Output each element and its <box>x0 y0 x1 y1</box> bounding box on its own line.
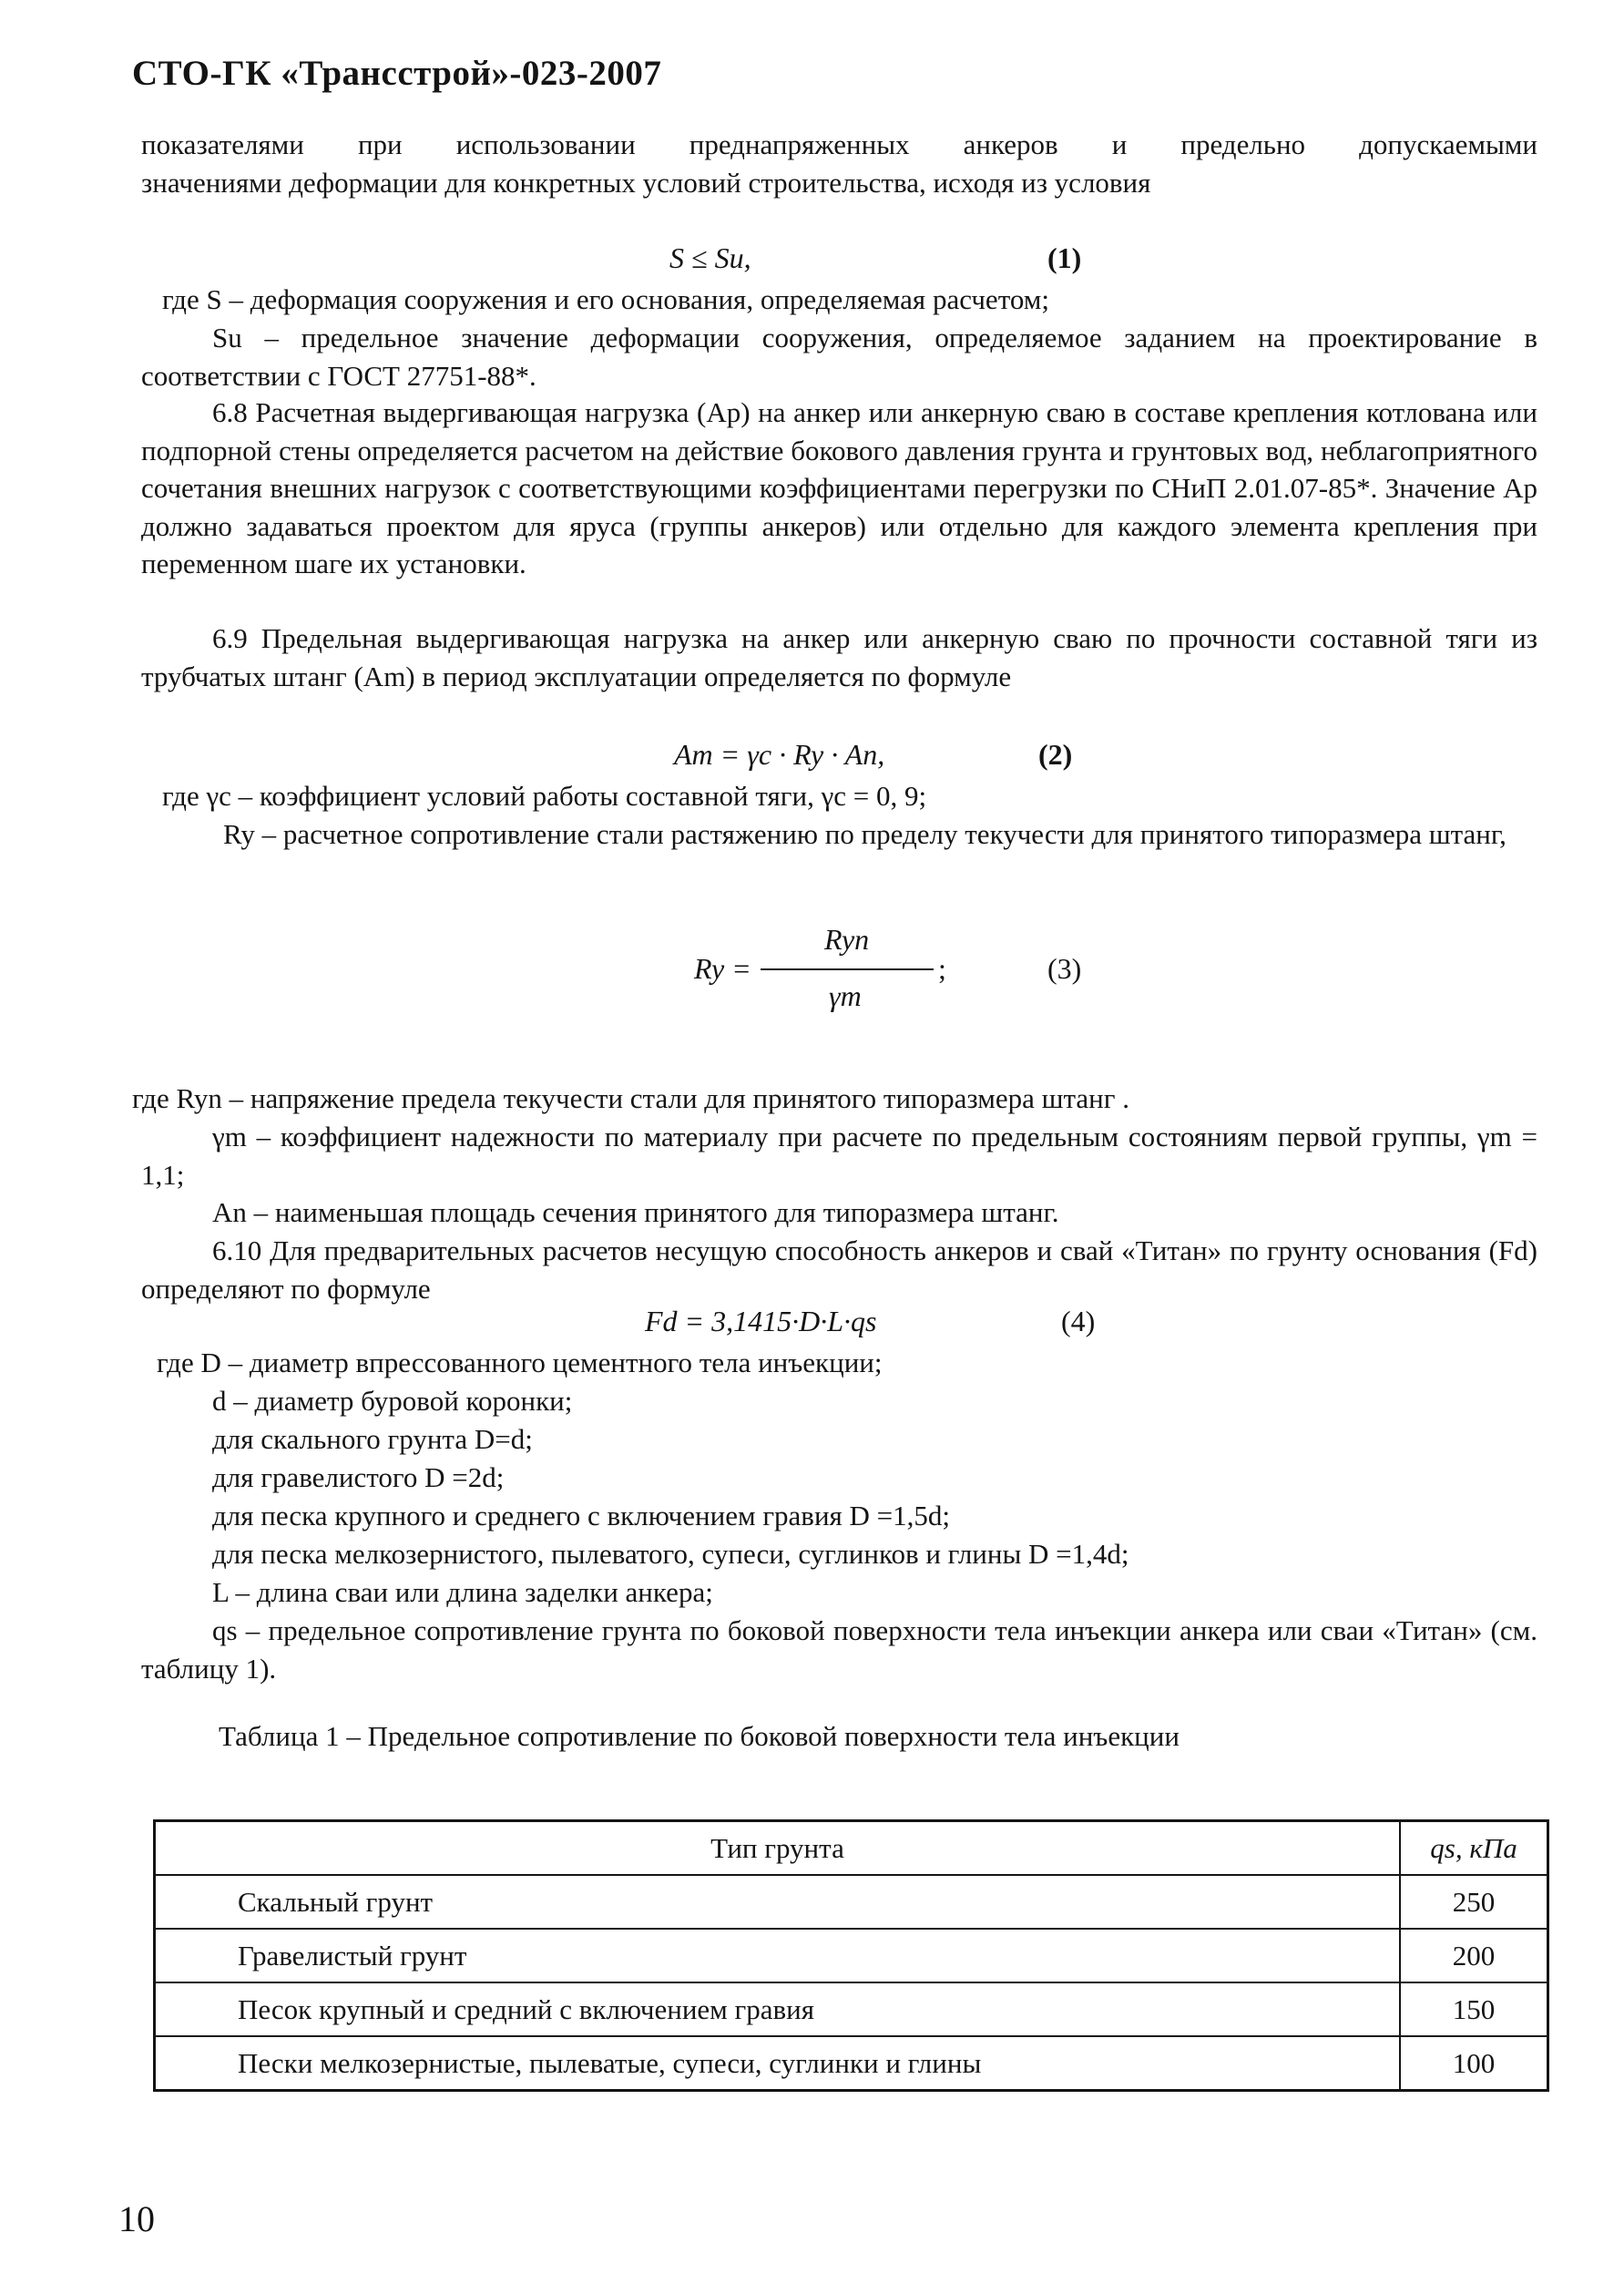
qs-value-cell: 200 <box>1400 1929 1548 1982</box>
where-l: L – длина сваи или длина заделки анкера; <box>212 1576 713 1608</box>
intro-line-2: значениями деформации для конкретных условий строительства, исходя из условия <box>141 167 1151 199</box>
standard-code-header: СТО-ГК «Трансстрой»-023-2007 <box>132 54 662 93</box>
formula-3-denominator: γm <box>829 979 862 1012</box>
qs-value-cell: 250 <box>1400 1875 1548 1929</box>
section-6-10: 6.10 Для предварительных расчетов несущую способность анкеров и свай «Титан» по грунту основания (Fd) определяют по формуле <box>141 1234 1537 1305</box>
table-caption: Таблица 1 – Предельное сопротивление по боковой поверхности тела инъекции <box>219 1720 1180 1752</box>
page-number: 10 <box>118 2198 155 2239</box>
formula-2-number: (2) <box>1038 738 1073 771</box>
soil-resistance-table <box>153 1819 1549 2092</box>
where-sand-coarse: для песка крупного и среднего с включением гравия D =1,5d; <box>212 1500 951 1531</box>
soil-type-cell: Пески мелкозернистые, пылеватые, супеси, суглинки и глины <box>155 2036 1401 2091</box>
formula-1-number: (1) <box>1047 241 1082 274</box>
formula-1: S ≤ Su, <box>669 241 751 274</box>
where-s: где S – деформация сооружения и его основания, определяемая расчетом; <box>162 283 1049 315</box>
table-header-soil-type: Тип грунта <box>155 1821 1401 1876</box>
formula-3-number: (3) <box>1047 952 1082 985</box>
table-row <box>155 1875 1548 1929</box>
table-row <box>155 1982 1548 2036</box>
where-d-small: d – диаметр буровой коронки; <box>212 1385 573 1417</box>
where-an: An – наименьшая площадь сечения принятого для типоразмера штанг. <box>212 1196 1059 1228</box>
where-sand-fine: для песка мелкозернистого, пылеватого, супеси, суглинков и глины D =1,4d; <box>212 1538 1129 1570</box>
soil-type-cell: Гравелистый грунт <box>155 1929 1401 1982</box>
where-d-big: где D – диаметр впрессованного цементного тела инъекции; <box>157 1347 883 1378</box>
formula-4-number: (4) <box>1061 1305 1096 1337</box>
where-ryn: где Ryn – напряжение предела текучести стали для принятого типоразмера штанг . <box>132 1082 1129 1114</box>
formula-2: Am = γc · Ry · An, <box>674 738 885 771</box>
table-row <box>155 1929 1548 1982</box>
where-ry: Ry – расчетное сопротивление стали растяжению по пределу текучести для принятого типоразмера штанг, <box>223 818 1507 850</box>
where-su: Su – предельное значение деформации сооружения, определяемое заданием на проектирование в соответствии с ГОСТ 27751-88*. <box>141 322 1537 392</box>
fraction-bar <box>761 968 934 970</box>
intro-line-1: показателями при использовании преднапряженных анкеров и предельно допускаемыми <box>141 128 1537 160</box>
formula-3-suffix: ; <box>938 952 946 985</box>
qs-value-cell: 150 <box>1400 1982 1548 2036</box>
table-header-qs: qs, кПа <box>1400 1821 1548 1876</box>
soil-type-cell: Скальный грунт <box>155 1875 1401 1929</box>
where-gravel: для гравелистого D =2d; <box>212 1461 505 1493</box>
where-gamma-m: γm – коэффициент надежности по материалу при расчете по предельным состояниям первой группы, γm = 1,1; <box>141 1121 1537 1191</box>
formula-3-numerator: Ryn <box>824 923 870 956</box>
formula-3-lhs: Ry = <box>694 952 751 985</box>
table-header-row <box>155 1821 1548 1876</box>
qs-value-cell: 100 <box>1400 2036 1548 2091</box>
section-6-9: 6.9 Предельная выдергивающая нагрузка на анкер или анкерную сваю по прочности составной тяги из трубчатых штанг (Am) в период эксплуатации определяется по формуле <box>141 622 1537 692</box>
table-row <box>155 2036 1548 2091</box>
where-gamma-c: где γc – коэффициент условий работы составной тяги, γc = 0, 9; <box>162 780 927 812</box>
where-qs: qs – предельное сопротивление грунта по боковой поверхности тела инъекции анкера или сваи «Титан» (см. таблицу 1). <box>141 1614 1537 1685</box>
section-6-8: 6.8 Расчетная выдергивающая нагрузка (Ap) на анкер или анкерную сваю в составе крепления котлована или подпорной стены определяется расчетом на действие бокового давления грунта и грунтовых вод, неблагоприятного сочетания внешних нагрузок с соответствующими коэффициентами перегрузки по СНиП 2.01.07-85*. Значение Ap должно задаваться проектом для яруса (группы анкеров) или отдельно для каждого элемента крепления при переменном шаге их установки. <box>141 396 1537 579</box>
soil-type-cell: Песок крупный и средний с включением гравия <box>155 1982 1401 2036</box>
where-rock: для скального грунта D=d; <box>212 1423 533 1455</box>
formula-4: Fd = 3,1415·D·L·qs <box>645 1305 877 1337</box>
